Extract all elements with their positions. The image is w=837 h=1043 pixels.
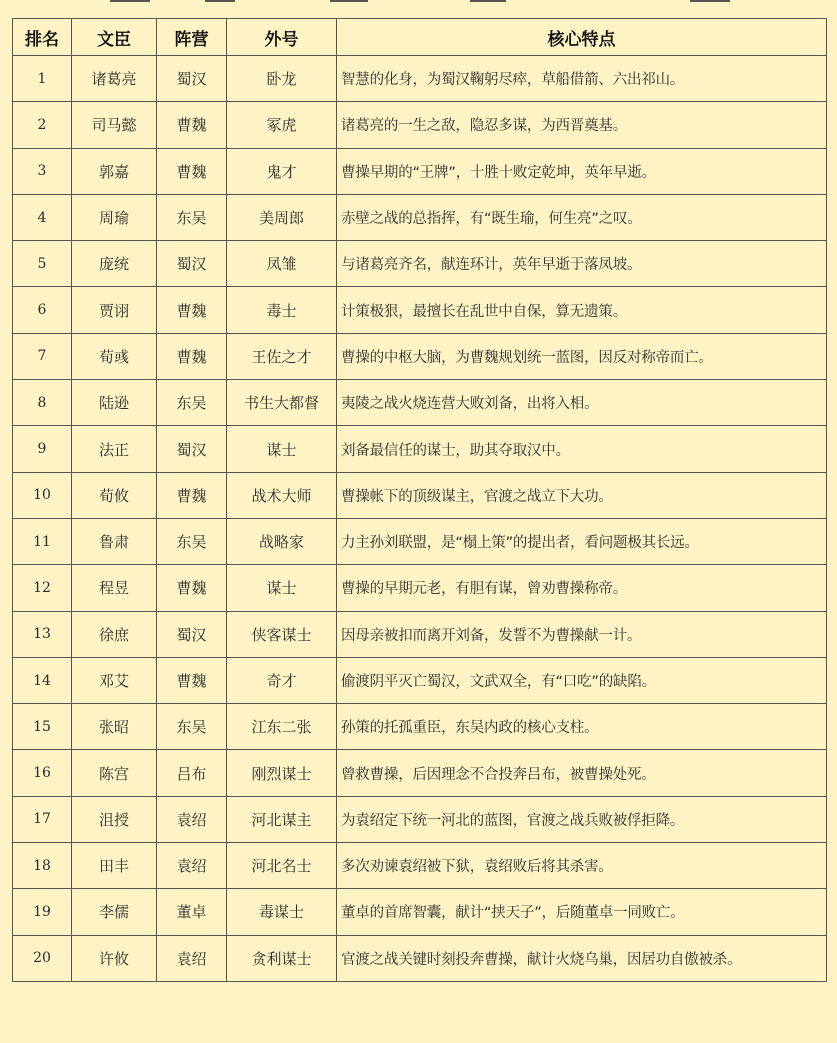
- cell-nickname: 书生大都督: [227, 380, 337, 426]
- cell-trait: 刘备最信任的谋士，助其夺取汉中。: [337, 426, 827, 472]
- cell-name: 沮授: [72, 796, 157, 842]
- cell-rank: 7: [13, 333, 72, 379]
- cell-rank: 16: [13, 750, 72, 796]
- cell-nickname: 卧龙: [227, 56, 337, 102]
- cell-rank: 13: [13, 611, 72, 657]
- cell-trait: 曹操的早期元老，有胆有谋，曾劝曹操称帝。: [337, 565, 827, 611]
- cell-rank: 15: [13, 704, 72, 750]
- cell-name: 陆逊: [72, 380, 157, 426]
- cell-name: 徐庶: [72, 611, 157, 657]
- cell-name: 李儒: [72, 889, 157, 935]
- cell-trait: 诸葛亮的一生之敌，隐忍多谋，为西晋奠基。: [337, 102, 827, 148]
- cell-trait: 孙策的托孤重臣，东吴内政的核心支柱。: [337, 704, 827, 750]
- table-body: [13, 56, 827, 982]
- cell-rank: 2: [13, 102, 72, 148]
- cell-rank: 8: [13, 380, 72, 426]
- advisor-ranking-table: [12, 18, 827, 982]
- cell-nickname: 战术大师: [227, 472, 337, 518]
- table-row: [13, 333, 827, 379]
- cell-camp: 曹魏: [157, 565, 227, 611]
- cell-nickname: 奇才: [227, 657, 337, 703]
- cell-rank: 19: [13, 889, 72, 935]
- cell-camp: 蜀汉: [157, 56, 227, 102]
- cropped-text-fragment: [470, 0, 506, 2]
- header-trait: 核心特点: [337, 19, 827, 56]
- cell-nickname: 河北谋主: [227, 796, 337, 842]
- cell-rank: 5: [13, 241, 72, 287]
- cell-name: 郭嘉: [72, 148, 157, 194]
- table-row: [13, 56, 827, 102]
- cell-rank: 4: [13, 194, 72, 240]
- table-row: [13, 426, 827, 472]
- table-row: [13, 796, 827, 842]
- cell-camp: 董卓: [157, 889, 227, 935]
- cell-rank: 18: [13, 843, 72, 889]
- top-edge-strip: [0, 0, 837, 8]
- cell-nickname: 凤雏: [227, 241, 337, 287]
- cell-rank: 20: [13, 935, 72, 981]
- cell-name: 周瑜: [72, 194, 157, 240]
- cell-trait: 曹操帐下的顶级谋主，官渡之战立下大功。: [337, 472, 827, 518]
- table-row: [13, 194, 827, 240]
- cell-trait: 智慧的化身，为蜀汉鞠躬尽瘁，草船借箭、六出祁山。: [337, 56, 827, 102]
- cell-rank: 6: [13, 287, 72, 333]
- cell-trait: 夷陵之战火烧连营大败刘备，出将入相。: [337, 380, 827, 426]
- cell-camp: 袁绍: [157, 935, 227, 981]
- cell-trait: 因母亲被扣而离开刘备，发誓不为曹操献一计。: [337, 611, 827, 657]
- cell-name: 鲁肃: [72, 518, 157, 564]
- cell-trait: 董卓的首席智囊，献计“挟天子”，后随董卓一同败亡。: [337, 889, 827, 935]
- cell-rank: 1: [13, 56, 72, 102]
- cell-nickname: 谋士: [227, 565, 337, 611]
- cell-nickname: 战略家: [227, 518, 337, 564]
- cell-nickname: 贪利谋士: [227, 935, 337, 981]
- table-row: [13, 241, 827, 287]
- cell-camp: 蜀汉: [157, 426, 227, 472]
- cell-trait: 赤壁之战的总指挥，有“既生瑜，何生亮”之叹。: [337, 194, 827, 240]
- table-row: [13, 472, 827, 518]
- cell-trait: 曹操的中枢大脑，为曹魏规划统一蓝图，因反对称帝而亡。: [337, 333, 827, 379]
- cell-name: 陈宫: [72, 750, 157, 796]
- table-row: [13, 704, 827, 750]
- cell-rank: 10: [13, 472, 72, 518]
- cell-name: 荀攸: [72, 472, 157, 518]
- cell-camp: 蜀汉: [157, 241, 227, 287]
- cell-camp: 曹魏: [157, 657, 227, 703]
- table-row: [13, 935, 827, 981]
- cropped-text-fragment: [330, 0, 368, 2]
- cell-camp: 曹魏: [157, 148, 227, 194]
- cell-nickname: 冢虎: [227, 102, 337, 148]
- cell-name: 诸葛亮: [72, 56, 157, 102]
- cell-camp: 曹魏: [157, 102, 227, 148]
- cell-nickname: 美周郎: [227, 194, 337, 240]
- header-camp: 阵营: [157, 19, 227, 56]
- table-row: [13, 843, 827, 889]
- cell-name: 张昭: [72, 704, 157, 750]
- table-row: [13, 611, 827, 657]
- cell-camp: 吕布: [157, 750, 227, 796]
- table-row: [13, 889, 827, 935]
- header-nickname: 外号: [227, 19, 337, 56]
- cell-name: 许攸: [72, 935, 157, 981]
- cell-name: 司马懿: [72, 102, 157, 148]
- cell-nickname: 江东二张: [227, 704, 337, 750]
- cropped-text-fragment: [110, 0, 150, 2]
- cell-camp: 蜀汉: [157, 611, 227, 657]
- cell-camp: 东吴: [157, 194, 227, 240]
- cell-camp: 东吴: [157, 518, 227, 564]
- cell-trait: 计策极狠，最擅长在乱世中自保，算无遗策。: [337, 287, 827, 333]
- cell-nickname: 王佐之才: [227, 333, 337, 379]
- table-row: [13, 287, 827, 333]
- cropped-text-fragment: [205, 0, 235, 2]
- cell-name: 田丰: [72, 843, 157, 889]
- cell-nickname: 刚烈谋士: [227, 750, 337, 796]
- cell-name: 庞统: [72, 241, 157, 287]
- cropped-text-fragment: [690, 0, 730, 2]
- cell-name: 程昱: [72, 565, 157, 611]
- table-row: [13, 380, 827, 426]
- cell-camp: 袁绍: [157, 843, 227, 889]
- table-row: [13, 750, 827, 796]
- cell-trait: 与诸葛亮齐名，献连环计，英年早逝于落凤坡。: [337, 241, 827, 287]
- cell-trait: 为袁绍定下统一河北的蓝图，官渡之战兵败被俘拒降。: [337, 796, 827, 842]
- cell-trait: 力主孙刘联盟，是“榻上策”的提出者，看问题极其长远。: [337, 518, 827, 564]
- cell-nickname: 鬼才: [227, 148, 337, 194]
- cell-trait: 多次劝谏袁绍被下狱，袁绍败后将其杀害。: [337, 843, 827, 889]
- cell-rank: 11: [13, 518, 72, 564]
- cell-nickname: 毒士: [227, 287, 337, 333]
- cell-rank: 3: [13, 148, 72, 194]
- cell-camp: 袁绍: [157, 796, 227, 842]
- cell-camp: 曹魏: [157, 472, 227, 518]
- cell-nickname: 毒谋士: [227, 889, 337, 935]
- cell-trait: 曹操早期的“王牌”，十胜十败定乾坤，英年早逝。: [337, 148, 827, 194]
- cell-name: 贾诩: [72, 287, 157, 333]
- cell-trait: 曾救曹操，后因理念不合投奔吕布，被曹操处死。: [337, 750, 827, 796]
- table-row: [13, 102, 827, 148]
- cell-rank: 14: [13, 657, 72, 703]
- cell-camp: 曹魏: [157, 333, 227, 379]
- cell-nickname: 侠客谋士: [227, 611, 337, 657]
- cell-camp: 东吴: [157, 380, 227, 426]
- cell-name: 荀彧: [72, 333, 157, 379]
- cell-trait: 官渡之战关键时刻投奔曹操，献计火烧乌巢，因居功自傲被杀。: [337, 935, 827, 981]
- table-header-row: [13, 19, 827, 56]
- table-row: [13, 657, 827, 703]
- table-row: [13, 148, 827, 194]
- cell-camp: 曹魏: [157, 287, 227, 333]
- header-name: 文臣: [72, 19, 157, 56]
- cell-name: 邓艾: [72, 657, 157, 703]
- header-rank: 排名: [13, 19, 72, 56]
- cell-camp: 东吴: [157, 704, 227, 750]
- table-row: [13, 565, 827, 611]
- cell-rank: 9: [13, 426, 72, 472]
- cell-rank: 17: [13, 796, 72, 842]
- cell-nickname: 河北名士: [227, 843, 337, 889]
- cell-name: 法正: [72, 426, 157, 472]
- table-row: [13, 518, 827, 564]
- cell-trait: 偷渡阴平灭亡蜀汉，文武双全，有“口吃”的缺陷。: [337, 657, 827, 703]
- cell-rank: 12: [13, 565, 72, 611]
- cell-nickname: 谋士: [227, 426, 337, 472]
